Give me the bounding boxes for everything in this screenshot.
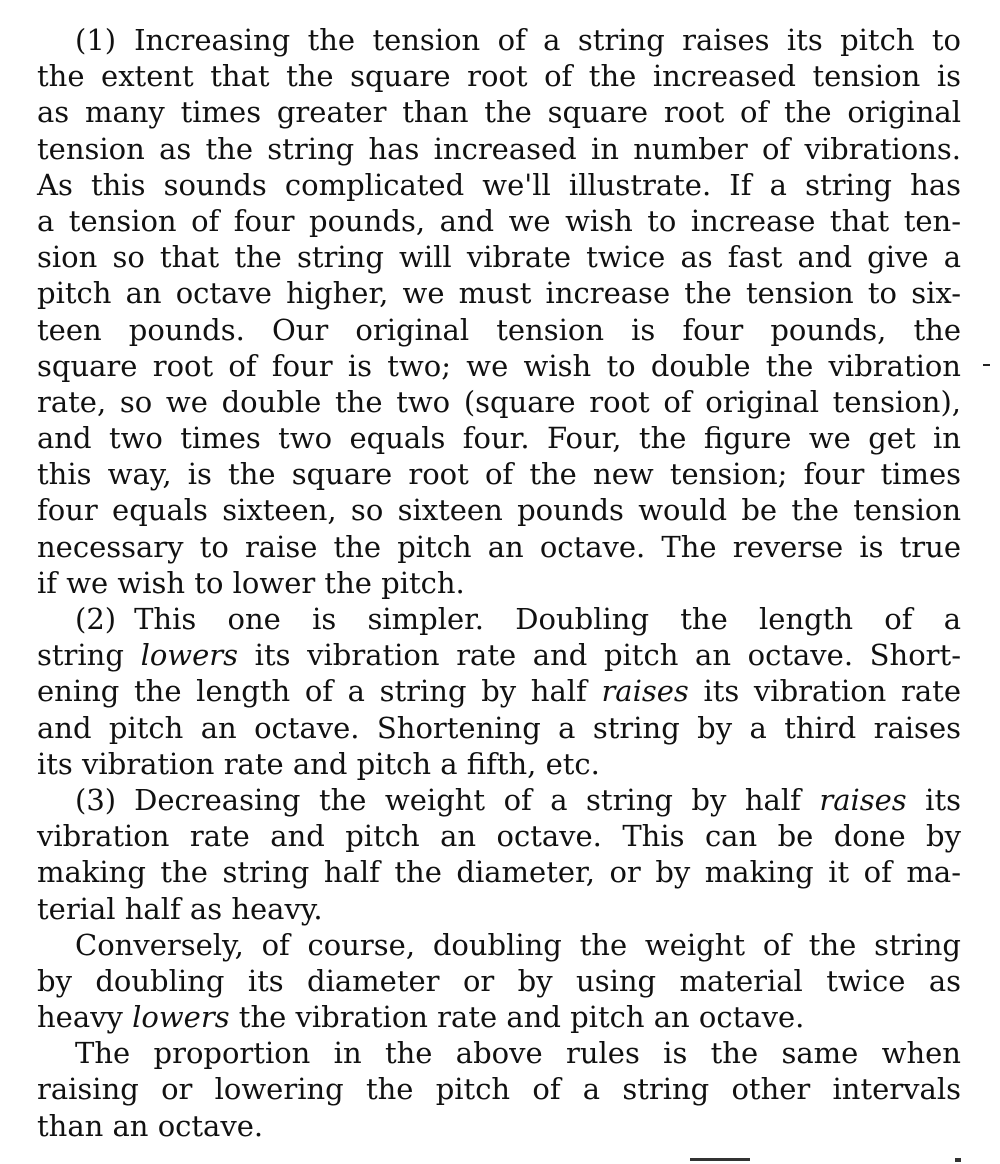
text-line: The proportion in the above rules is the same when	[75, 1036, 961, 1071]
text-line: if we wish to lower the pitch.	[37, 565, 465, 600]
text-line: this way, is the square root of the new tension; four times	[37, 457, 961, 492]
text-line: terial half as heavy.	[37, 891, 323, 926]
text-line	[37, 637, 961, 673]
paragraph-1	[37, 22, 961, 601]
text-line: as many times greater than the square root of the original	[37, 95, 961, 130]
paragraph-2	[37, 601, 961, 782]
emphasis-text: lowers	[140, 638, 239, 673]
text-line: As this sounds complicated we'll illustrate. If a string has	[37, 167, 961, 202]
text-line: vibration rate and pitch an octave. This can be done by	[37, 819, 961, 854]
line-text: Decreasing the weight of a string by half	[134, 782, 820, 817]
text-line: necessary to raise the pitch an octave. The reverse is true	[37, 529, 961, 564]
paragraph-5	[37, 1035, 961, 1144]
text-line: making the string half the diameter, or by making it of ma-	[37, 855, 961, 890]
line-text: Increasing the tension of a string raises its pitch to	[134, 23, 961, 57]
line-text: the vibration rate and pitch an octave.	[229, 1000, 805, 1035]
text-line: than an octave.	[37, 1108, 264, 1143]
text-line: the extent that the square root of the increased tension is	[37, 59, 961, 94]
line-text: its	[906, 782, 961, 817]
cut-off-text-fragment	[955, 1158, 961, 1162]
text-line: and two times two equals four. Four, the figure we get in	[37, 421, 961, 456]
emphasis-text: raises	[601, 674, 689, 709]
text-line: tension as the string has increased in number of vibrations.	[37, 131, 961, 166]
line-text: its vibration rate and pitch an octave. Short-	[238, 638, 961, 673]
line-text: heavy	[37, 1000, 133, 1035]
text-line: teen pounds. Our original tension is four pounds, the	[37, 312, 961, 347]
text-line: raising or lowering the pitch of a string other intervals	[37, 1072, 961, 1107]
paragraph-label: (3)	[75, 782, 117, 817]
emphasis-text: lowers	[132, 1000, 230, 1035]
text-line: by doubling its diameter or by using material twice as	[37, 963, 961, 998]
paragraph-label: (2)	[75, 602, 117, 636]
text-line	[37, 782, 961, 818]
text-line: a tension of four pounds, and we wish to increase that ten-	[37, 203, 961, 238]
paragraph-4	[37, 927, 961, 1036]
text-line: pitch an octave higher, we must increase the tension to six-	[37, 276, 961, 311]
text-line	[37, 601, 961, 637]
line-text: This one is simpler. Doubling the length of a	[134, 602, 961, 636]
text-line	[37, 999, 961, 1035]
document-page	[37, 22, 961, 1144]
cut-off-text-fragment	[690, 1158, 750, 1161]
line-text: its vibration rate	[688, 674, 961, 709]
text-line: rate, so we double the two (square root of original tension),	[37, 384, 961, 419]
text-line: four equals sixteen, so sixteen pounds would be the tension	[37, 493, 961, 528]
paragraph-label: (1)	[75, 23, 117, 57]
text-line: square root of four is two; we wish to double the vibration	[37, 348, 961, 383]
paragraph-3	[37, 782, 961, 927]
text-line	[37, 673, 961, 709]
line-text: ening the length of a string by half	[37, 674, 602, 709]
text-line: Conversely, of course, doubling the weight of the string	[75, 927, 961, 962]
text-line: and pitch an octave. Shortening a string by a third raises	[37, 710, 961, 745]
text-line	[37, 22, 961, 58]
margin-mark	[983, 364, 990, 366]
text-line: its vibration rate and pitch a fifth, etc.	[37, 746, 600, 781]
emphasis-text: raises	[819, 782, 907, 817]
text-line: sion so that the string will vibrate twice as fast and give a	[37, 240, 961, 275]
line-text: string	[37, 638, 141, 673]
